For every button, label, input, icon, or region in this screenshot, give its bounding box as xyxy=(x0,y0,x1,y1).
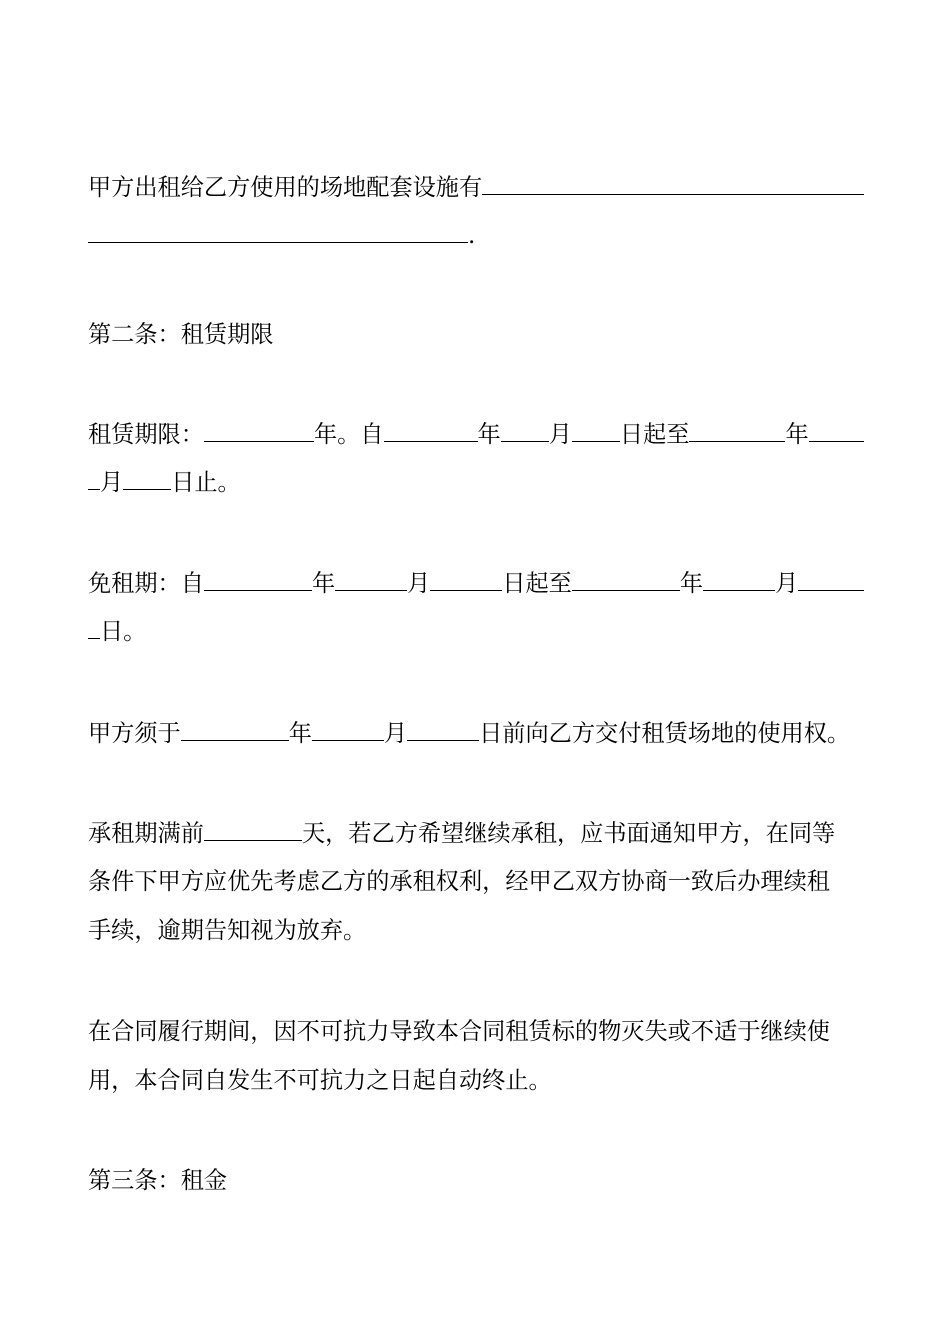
rent-free-end-day-label: 日。 xyxy=(100,618,147,645)
lease-term-line-1 xyxy=(88,417,864,451)
facilities-blank-2[interactable] xyxy=(88,218,468,243)
renewal-line-3: 手续，逾期告知视为放弃。 xyxy=(88,917,367,944)
rent-free-start-day-label: 日起至 xyxy=(502,570,572,597)
facilities-line-2 xyxy=(88,218,864,252)
delivery-year-blank[interactable] xyxy=(181,716,289,741)
delivery-year-label: 年 xyxy=(288,720,312,747)
delivery-month-label: 月 xyxy=(383,720,408,747)
rent-free-end-day-blank-b[interactable] xyxy=(88,614,100,639)
lease-end-day-label: 日止。 xyxy=(171,469,241,496)
rent-free-line-1 xyxy=(88,566,864,600)
lease-term-line-2 xyxy=(88,465,864,499)
rent-free-end-month-label: 月 xyxy=(775,570,799,597)
rent-free-line-2 xyxy=(88,614,864,648)
lease-start-month-blank[interactable] xyxy=(501,417,549,442)
renewal-days-blank[interactable] xyxy=(204,816,302,841)
force-majeure-line-2: 用，本合同自发生不可抗力之日起自动终止。 xyxy=(88,1067,552,1094)
renewal-line-1 xyxy=(88,816,864,850)
delivery-rest: 日前向乙方交付租赁场地的使用权。 xyxy=(479,720,851,747)
lease-end-month-label: 月 xyxy=(100,469,124,496)
lease-end-year-blank[interactable] xyxy=(689,417,785,442)
rent-free-start-month-blank[interactable] xyxy=(335,566,407,591)
rent-free-start-month-label: 月 xyxy=(407,570,431,597)
rent-free-end-year-label: 年 xyxy=(679,570,704,597)
lease-end-month-blank-a[interactable] xyxy=(809,417,864,442)
article-2-title: 第二条：租赁期限 xyxy=(88,321,274,348)
rent-free-label: 免租期：自 xyxy=(88,570,204,597)
lease-start-day-label: 日起至 xyxy=(619,421,690,448)
rent-free-start-day-blank[interactable] xyxy=(430,566,502,591)
facilities-end: . xyxy=(468,222,476,249)
renewal-label: 承租期满前 xyxy=(88,820,204,847)
rent-free-end-month-blank[interactable] xyxy=(703,566,775,591)
lease-start-year-blank[interactable] xyxy=(384,417,478,442)
lease-end-year-label: 年 xyxy=(785,421,809,448)
delivery-line xyxy=(88,716,864,750)
force-majeure-line-1: 在合同履行期间，因不可抗力导致本合同租赁标的物灭失或不适于继续使 xyxy=(88,1018,830,1045)
renewal-line-1-rest: 天，若乙方希望继续承租，应书面通知甲方，在同等 xyxy=(301,820,836,847)
lease-start-year-label: 年 xyxy=(477,421,501,448)
lease-end-day-blank[interactable] xyxy=(123,465,171,490)
delivery-month-blank[interactable] xyxy=(312,716,384,741)
lease-start-day-blank[interactable] xyxy=(572,417,620,442)
lease-end-month-blank-b[interactable] xyxy=(88,465,100,490)
rent-free-end-day-blank-a[interactable] xyxy=(798,566,864,591)
renewal-line-2: 条件下甲方应优先考虑乙方的承租权利，经甲乙双方协商一致后办理续租 xyxy=(88,868,830,895)
facilities-blank-1[interactable] xyxy=(482,170,864,195)
lease-year-unit: 年。自 xyxy=(313,421,384,448)
delivery-label: 甲方须于 xyxy=(88,720,181,747)
lease-years-blank[interactable] xyxy=(204,417,314,442)
delivery-day-blank[interactable] xyxy=(407,716,479,741)
facilities-text: 甲方出租给乙方使用的场地配套设施有 xyxy=(88,174,483,201)
lease-term-label: 租赁期限： xyxy=(88,421,204,448)
rent-free-start-year-label: 年 xyxy=(311,570,336,597)
lease-start-month-label: 月 xyxy=(548,421,572,448)
article-3-title: 第三条：租金 xyxy=(88,1167,228,1194)
rent-free-end-year-blank[interactable] xyxy=(572,566,680,591)
facilities-line-1 xyxy=(88,170,864,204)
rent-free-start-year-blank[interactable] xyxy=(204,566,312,591)
